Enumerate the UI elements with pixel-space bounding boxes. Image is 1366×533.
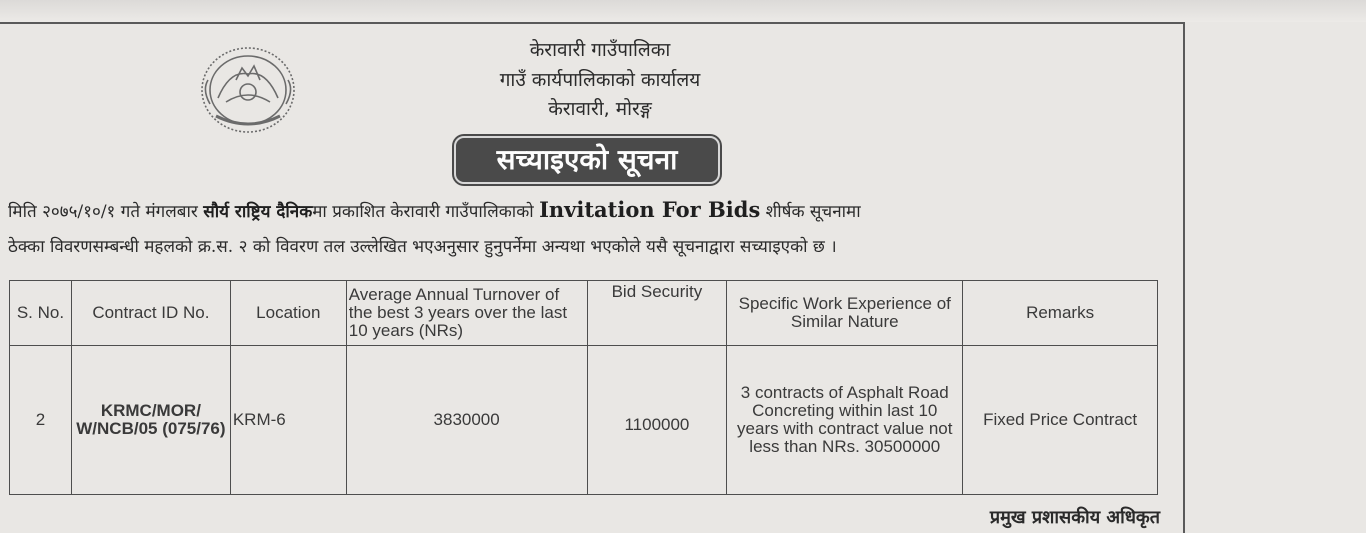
text-date: मिति २०७५/१०/१ गते मंगलबार — [8, 202, 204, 222]
newspaper-name: सौर्य राष्ट्रिय दैनिक — [203, 202, 313, 222]
notice-paragraph-line-2: ठेक्का विवरणसम्बन्धी महलको क्र.स. २ को विवरण तल उल्लेखित भएअनुसार हुनुपर्नेमा अन्यथा भएकोले यसै सूचनाद्वारा सच्याइएको छ । — [8, 237, 837, 257]
header-contract-id: Contract ID No. — [71, 281, 230, 346]
cell-contract-id: KRMC/MOR/ W/NCB/05 (075/76) — [71, 346, 230, 495]
header-remarks: Remarks — [963, 281, 1158, 346]
signature-title: प्रमुख प्रशासकीय अधिकृत — [989, 507, 1160, 528]
notice-paragraph-line-1 — [8, 197, 1178, 222]
cell-turnover: 3830000 — [346, 346, 587, 495]
page-edge — [0, 0, 1366, 22]
cell-bid-security: 1100000 — [587, 346, 727, 495]
header-turnover: Average Annual Turnover of the best 3 years over the last 10 years (NRs) — [346, 281, 587, 346]
text-subject: शीर्षक सूचनामा — [760, 202, 861, 222]
office-address: केरावारी, मोरङ्ग — [548, 98, 652, 120]
cell-location: KRM-6 — [230, 346, 346, 495]
nepal-government-emblem-icon — [196, 40, 300, 136]
municipality-name: केरावारी गाउँपालिका — [529, 39, 671, 61]
cell-experience: 3 contracts of Asphalt Road Concreting within last 10 years with contract value not less than NRs. 30500000 — [727, 346, 963, 495]
header-location: Location — [230, 281, 346, 346]
header-sno: S. No. — [10, 281, 72, 346]
office-name: गाउँ कार्यपालिकाको कार्यालय — [499, 69, 701, 91]
notice-title-badge: सच्याइएको सूचना — [454, 136, 720, 184]
table-row — [10, 346, 1158, 495]
header-experience: Specific Work Experience of Similar Nature — [727, 281, 963, 346]
frame-right-border — [1183, 22, 1185, 533]
text-published: मा प्रकाशित केरावारी गाउँपालिकाको — [312, 202, 540, 222]
contract-table — [9, 280, 1158, 495]
cell-sno: 2 — [10, 346, 72, 495]
header-bid-security: Bid Security — [587, 281, 727, 346]
frame-top-border — [0, 22, 1185, 24]
table-header-row — [10, 281, 1158, 346]
ifb-title: Invitation For Bids — [539, 197, 761, 222]
cell-remarks: Fixed Price Contract — [963, 346, 1158, 495]
